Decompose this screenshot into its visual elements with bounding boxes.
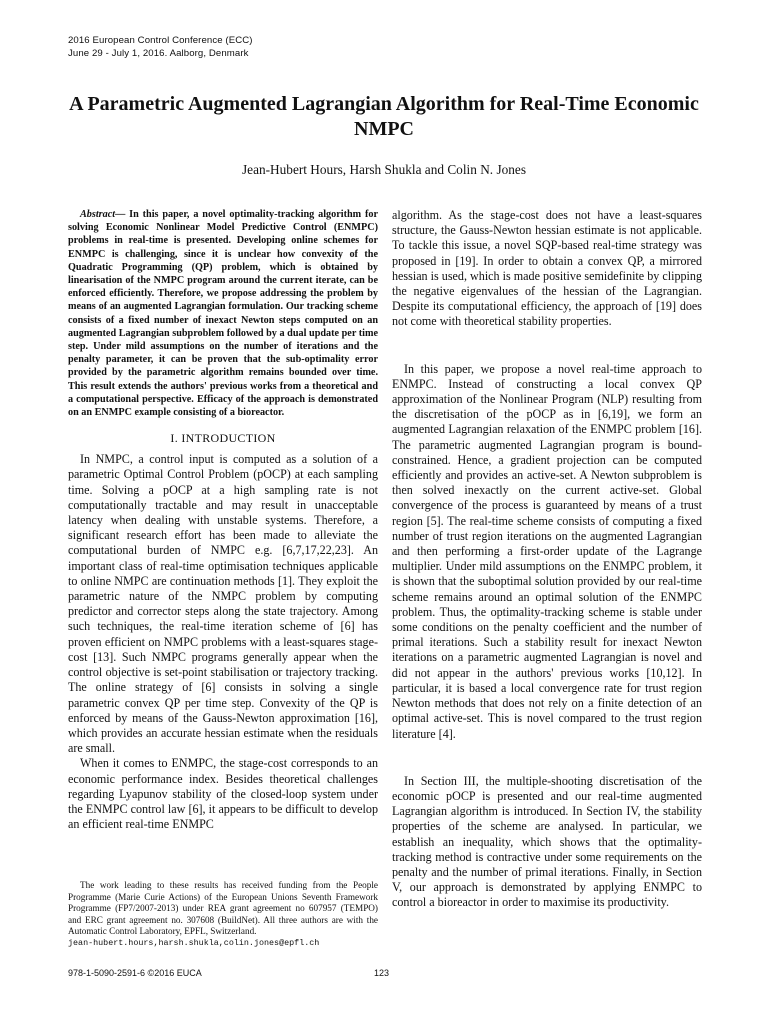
abstract-text: In this paper, a novel optimality-tracking algorithm for solving Economic Nonlinear Model Predictive Control (ENMPC) problems in real-time is presented. Developing online schemes for ENMPC is challenging, since it is unclear how convexity of the Quadratic Programming (QP) problem, which is obtained by linearisation of the NMPC program around the current iterate, can be enforced efficiently. Therefore, we propose addressing the problem by means of an augmented Lagrangian formulation. Our tracking scheme consists of a fixed number of inexact Newton steps computed on an augmented Lagrangian subproblem followed by a dual update per time step. Under mild assumptions on the number of iterations and the penalty parameter, it can be proven that the sub-optimality error provided by the parametric algorithm remains bounded over time. This result extends the authors' previous works from a theoretical and a computational perspective. Efficacy of the approach is demonstrated on an ENMPC example consisting of a bioreactor.: [68, 209, 378, 419]
conference-name: 2016 European Control Conference (ECC): [68, 35, 253, 46]
right-column-body: [392, 208, 702, 911]
page-number: 123: [374, 968, 390, 978]
intro-paragraph-2: When it comes to ENMPC, the stage-cost corresponds to an economic performance index. Besides theoretical challenges regarding Lyapunov stability of the closed-loop system under the ENMPC control law [6], it appears to be difficult to develop an efficient real-time ENMPC: [68, 756, 378, 832]
introduction-body: [68, 452, 378, 832]
paper-authors: Jean-Hubert Hours, Harsh Shukla and Colin N. Jones: [242, 162, 526, 177]
right-paragraph-continued: algorithm. As the stage-cost does not have a least-squares structure, the Gauss-Newton hessian estimate is not applicable. To tackle this issue, a novel SQP-based real-time strategy was proposed in [19]. In order to obtain a convex QP, a mirrored hessian is used, which is made positive semidefinite by clipping the negative eigenvalues of the hessian of the Lagrangian. Despite its computational efficiency, the approach of [19] does not come with theoretical stability properties.: [392, 208, 702, 329]
right-column: [392, 208, 702, 911]
conference-header: [68, 35, 253, 60]
paper-title: A Parametric Augmented Lagrangian Algorithm for Real-Time Economic NMPC: [69, 93, 699, 140]
abstract: [68, 208, 378, 419]
right-paragraph-outline: In Section III, the multiple-shooting discretisation of the economic pOCP is presented and our real-time augmented Lagrangian algorithm is introduced. In Section IV, the stability properties of the scheme are analysed. In particular, we establish an inequality, which shows that the optimality-tracking method is contractive under some requirements on the penalty and the number of primal iterations. Finally, in Section V, our approach is demonstrated by applying ENMPC to control a bioreactor in order to maximise its productivity.: [392, 773, 702, 910]
author-emails: jean-hubert.hours,harsh.shukla,colin.jones@epfl.ch: [68, 937, 320, 948]
left-column: [68, 208, 378, 832]
abstract-label: Abstract: [80, 209, 116, 220]
funding-footnote: [68, 880, 378, 950]
right-paragraph-approach: In this paper, we propose a novel real-time approach to ENMPC. Instead of constructing a local convex QP approximation of the Nonlinear Program (NLP) resulting from the discretisation of the pOCP as in [6,19], we form an augmented Lagrangian relaxation of the ENMPC problem [16]. The parametric augmented Lagrangian program is bound-constrained. Hence, a gradient projection can be computed efficiently and provides an active-set. A Newton subproblem is then solved inexactly on the current active-set. Global convergence of the process is guaranteed by means of a trust region [5]. The real-time scheme consists of computing a fixed number of trust region iterations on the augmented Lagrangian and then performing a first-order update of the Lagrange multiplier. Under mild assumptions on the ENMPC problem, it is shown that the suboptimal solution provided by our real-time scheme remains around an optimal solution of the ENMPC problem. Thus, the optimality-tracking scheme is stable under some conditions on the penalty coefficient and the number of primal iterations. Such a stability result for inexact Newton iterations on a parametric augmented Lagrangian is novel and did not appear in the authors' previous works [10,12]. In particular, it is based a local convergence rate for trust region Newton methods that does not rely on a finite detection of an optimal active-set. This is novel compared to the trust region literature [4].: [392, 361, 702, 741]
isbn-copyright: 978-1-5090-2591-6 ©2016 EUCA: [68, 968, 202, 978]
footnote-text: The work leading to these results has received funding from the People Programme (Marie Curie Actions) of the European Unions Seventh Framework Programme (FP7/2007-2013) under REA grant agreement no 607957 (TEMPO) and ERC grant agreement no. 307608 (BuildNet). All three authors are with the Automatic Control Laboratory, EPFL, Switzerland.: [68, 880, 378, 937]
section-heading-introduction: I. INTRODUCTION: [170, 431, 276, 446]
intro-paragraph-1: In NMPC, a control input is computed as a solution of a parametric Optimal Control Problem (pOCP) at each sampling time. Solving a pOCP at a high sampling rate is not computationally tractable and may result in unacceptable latency when dealing with unstable systems. Therefore, a significant research effort has been made to alleviate the computational burden of NMPC e.g. [6,7,17,22,23]. An important class of real-time optimisation techniques applicable to online NMPC are continuation methods [1]. They exploit the parametric nature of the NMPC problem by computing predictor and corrector steps along the state trajectory. Among such techniques, the real-time iteration scheme of [6] has proven efficient on NMPC problems with a least-squares stage-cost [13]. Such NMPC programs generally appear when the control objective is set-point stabilisation or trajectory tracking. The online strategy of [6] consists in solving a single parametric convex QP per time step. Convexity of the QP is enforced by means of the Gauss-Newton approximation [16], which provides an accurate hessian estimate when the residuals are small.: [68, 452, 378, 756]
abstract-dash: —: [115, 209, 130, 220]
conference-date-location: June 29 - July 1, 2016. Aalborg, Denmark: [68, 47, 249, 59]
